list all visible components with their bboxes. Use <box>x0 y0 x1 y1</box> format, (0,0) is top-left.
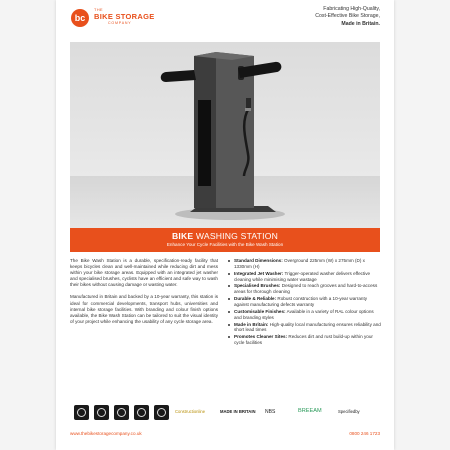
feature-item: Promotes Cleaner Sites: Reduces dirt and rust build-up within your cycle facilities <box>234 334 381 346</box>
constructionline-logo: Constructionline <box>175 409 206 414</box>
product-title: BIKE WASHING STATION <box>171 231 279 241</box>
brush-head-left <box>161 70 196 82</box>
breeam-logo: BREEAM <box>298 408 322 414</box>
company-logo-icon[interactable]: bc <box>71 9 89 27</box>
website-link[interactable]: www.thebikestoragecompany.co.uk <box>70 431 142 436</box>
brand-sub-text: COMPANY <box>108 21 132 25</box>
washer-nozzle <box>245 108 251 111</box>
brand-top-text: THE <box>94 8 104 12</box>
tagline-line-2: Cost-Effective Bike Storage, <box>315 13 380 20</box>
title-band <box>70 228 380 252</box>
feature-item: Specialised Brushes: Designed to reach grooves and hard-to-access areas for thorough cleaning <box>234 283 381 295</box>
feature-item: Standard Dimensions: Overground 225mm (W) x 275mm (D) x 1330mm (H) <box>234 258 381 270</box>
features-list <box>227 258 381 346</box>
intro-column <box>70 258 218 331</box>
specifiedby-logo: Specifiedby <box>338 409 360 414</box>
tagline-line-1: Fabricating High-Quality, <box>323 6 380 12</box>
intro-paragraph-2: Manufactured in Britain and backed by a 10-year warranty, this station is ideal for commercial developments, transport hubs, universities and internal bike storage facilities. With branding and colour finish options available, the Bike Wash Station can be tailored to suit the visual identity of your project while enhancing the usability of any cycle storage area. <box>70 294 218 324</box>
datasheet-page <box>56 0 394 450</box>
feature-item: Made in Britain: High-quality local manufacturing ensures reliability and short lead times <box>234 321 381 333</box>
certifications-row <box>70 402 380 424</box>
product-subtitle: Enhance Your Cycle Facilities with the Bike Wash Station <box>166 242 284 247</box>
nbs-logo: NBS <box>265 409 276 415</box>
intro-paragraph-1: The Bike Wash Station is a durable, specification-ready facility that keeps bicycles clean and well-maintained while reducing dirt and mess within your bike storage areas. Equipped with an integrated jet washer and specialised brushes, cyclists have an efficient and safe way to wash their bikes without causing damage or wasting water. <box>70 258 218 288</box>
phone-number[interactable]: 0800 246 1723 <box>349 431 380 436</box>
storage-slot <box>198 100 211 186</box>
certification-badge-icon <box>134 405 149 420</box>
certification-badge-icon <box>94 405 109 420</box>
header <box>56 0 394 42</box>
made-in-britain-logo: MADE IN BRITAIN <box>220 409 256 414</box>
footer <box>70 431 380 439</box>
certification-badge-icon <box>154 405 169 420</box>
product-photo <box>70 42 380 228</box>
feature-item: Integrated Jet Washer: Trigger-operated washer delivers effective cleaning while minimising water wastage <box>234 271 381 283</box>
bike-washing-station-illustration <box>70 42 380 228</box>
brand-name: BIKE STORAGE <box>94 12 155 21</box>
feature-item: Durable & Reliable: Robust construction with a 10-year warranty against manufacturing defects warranty <box>234 296 381 308</box>
tagline <box>315 6 380 28</box>
feature-item: Customisable Finishes: Available in a variety of RAL colour options and branding styles <box>234 309 381 321</box>
certification-badge-icon <box>114 405 129 420</box>
certification-badge-icon <box>74 405 89 420</box>
tagline-line-3: Made in Britain. <box>341 20 380 27</box>
features-column <box>227 258 381 347</box>
